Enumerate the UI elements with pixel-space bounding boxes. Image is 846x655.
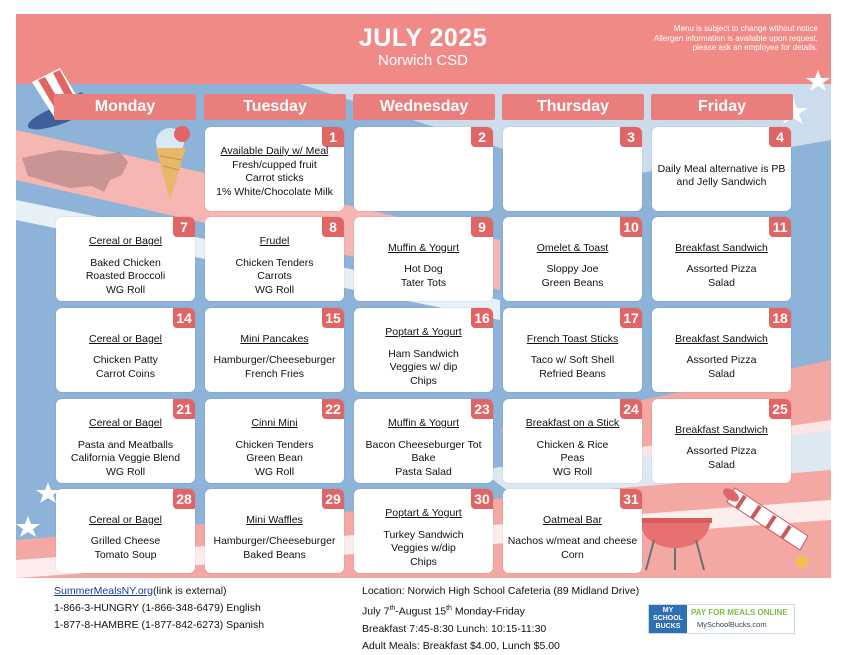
lunch-item: Chips xyxy=(410,374,437,387)
breakfast-item: Muffin & Yogurt xyxy=(387,417,460,429)
day-header-friday: Friday xyxy=(651,94,793,120)
menu-items xyxy=(358,143,489,209)
lunch-item: Chicken Tenders xyxy=(235,438,314,451)
day-number: 23 xyxy=(471,399,493,419)
lunch-item: Roasted Broccoli xyxy=(85,270,166,282)
menu-items xyxy=(60,505,191,571)
day-cell xyxy=(205,308,344,392)
breakfast-item: Poptart & Yogurt xyxy=(385,507,462,519)
adult-prices: Adult Meals: Breakfast $4.00, Lunch $5.00 xyxy=(362,639,560,652)
breakfast-item: Breakfast Sandwich xyxy=(675,332,768,345)
breakfast-item: Oatmeal Bar xyxy=(543,513,602,526)
day-cell xyxy=(56,308,195,392)
lunch-item: WG Roll xyxy=(254,465,295,478)
day-number: 29 xyxy=(322,489,344,509)
lunch-item: Tater Tots xyxy=(400,276,447,289)
menu-items xyxy=(656,233,787,299)
lunch-item: Corn xyxy=(561,548,584,561)
day-number: 2 xyxy=(471,127,493,147)
lunch-item: Assorted Pizza xyxy=(686,445,757,458)
day-number: 31 xyxy=(620,489,642,509)
breakfast-item: French Toast Sticks xyxy=(526,332,619,345)
lunch-item: Baked Chicken xyxy=(90,256,161,269)
day-number: 24 xyxy=(620,399,642,419)
menu-items xyxy=(209,415,340,481)
day-number: 10 xyxy=(620,217,642,237)
menu-items xyxy=(656,143,787,209)
menu-items xyxy=(209,324,340,390)
lunch-item: Pasta Salad xyxy=(395,465,452,478)
menu-items xyxy=(507,505,638,571)
day-number: 16 xyxy=(471,308,493,328)
lunch-item: Assorted Pizza xyxy=(686,354,757,367)
day-number: 8 xyxy=(322,217,344,237)
day-cell xyxy=(503,127,642,211)
day-cell xyxy=(56,489,195,573)
breakfast-item: Poptart & Yogurt xyxy=(385,326,462,338)
day-header-wednesday: Wednesday xyxy=(353,94,495,120)
footer-contacts xyxy=(54,583,264,634)
menu-items xyxy=(507,324,638,390)
lunch-item: Veggies w/dip xyxy=(391,542,456,554)
day-number: 30 xyxy=(471,489,493,509)
breakfast-item: Cinni Mini xyxy=(251,417,298,429)
breakfast-item: Breakfast Sandwich xyxy=(675,241,768,254)
menu-items xyxy=(60,324,191,390)
day-cell xyxy=(354,489,493,573)
menu-items xyxy=(507,143,638,209)
day-cell xyxy=(652,217,791,301)
lunch-item: Refried Beans xyxy=(539,367,606,380)
day-number: 14 xyxy=(173,308,195,328)
day-header-thursday: Thursday xyxy=(502,94,644,120)
lunch-item: Taco w/ Soft Shell xyxy=(530,354,615,367)
lunch-item: Hamburger/Cheeseburger xyxy=(213,354,336,367)
lunch-item: Assorted Pizza xyxy=(686,263,757,276)
lunch-item: Bacon Cheeseburger Tot Bake xyxy=(365,438,482,464)
phone-spanish: 1-877-8-HAMBRE (1-877-842-6273) Spanish xyxy=(54,619,265,631)
breakfast-item: Mini Pancakes xyxy=(240,332,309,345)
lunch-item: Salad xyxy=(708,276,735,289)
lunch-item: Carrots xyxy=(257,270,292,282)
lunch-item: 1% White/Chocolate Milk xyxy=(216,185,333,198)
breakfast-item: Frudel xyxy=(259,235,290,247)
breakfast-item: Cereal or Bagel xyxy=(89,332,162,345)
day-number: 21 xyxy=(173,399,195,419)
lunch-item: Chicken Tenders xyxy=(235,256,314,269)
breakfast-item: Breakfast on a Stick xyxy=(525,417,620,429)
menu-items xyxy=(209,233,340,299)
menu-items xyxy=(358,415,489,481)
lunch-item: Turkey Sandwich xyxy=(383,528,464,541)
page-title: JULY 2025 xyxy=(358,24,488,52)
dates: July 7th-August 15th Monday-Friday xyxy=(362,605,525,618)
breakfast-item: Cereal or Bagel xyxy=(89,417,162,429)
day-number: 22 xyxy=(322,399,344,419)
day-cell xyxy=(205,217,344,301)
day-cell xyxy=(205,489,344,573)
myschoolbucks-url: MySchoolBucks.com xyxy=(697,620,767,629)
lunch-item: Salad xyxy=(708,458,735,471)
day-cell xyxy=(56,399,195,483)
day-cell xyxy=(652,127,791,211)
day-cell xyxy=(205,399,344,483)
day-number: 11 xyxy=(769,217,791,237)
page-subtitle: Norwich CSD xyxy=(377,52,468,69)
menu-items xyxy=(60,415,191,481)
menu-items xyxy=(656,324,787,390)
menu-items xyxy=(60,233,191,299)
lunch-item: Green Beans xyxy=(541,276,604,289)
day-cell xyxy=(354,217,493,301)
breakfast-item: Muffin & Yogurt xyxy=(387,241,460,254)
lunch-item: WG Roll xyxy=(105,465,146,478)
menu-items xyxy=(358,324,489,390)
breakfast-item: Breakfast Sandwich xyxy=(675,423,768,436)
lunch-item: Carrot Coins xyxy=(96,367,155,380)
lunch-item: Chicken Patty xyxy=(93,354,158,367)
breakfast-item: Cereal or Bagel xyxy=(89,235,162,247)
day-number: 18 xyxy=(769,308,791,328)
day-cell xyxy=(503,399,642,483)
day-number: 9 xyxy=(471,217,493,237)
day-cell xyxy=(652,399,791,483)
menu-items xyxy=(209,143,340,209)
day-number: 7 xyxy=(173,217,195,237)
menu-items xyxy=(656,415,787,481)
phone-english: 1-866-3-HUNGRY (1-866-348-6479) English xyxy=(54,602,261,614)
lunch-item: Hot Dog xyxy=(404,263,443,276)
notice-line: Menu is subject to change without notice xyxy=(673,24,818,33)
menu-items xyxy=(209,505,340,571)
footer-info xyxy=(362,583,639,655)
day-cell xyxy=(354,308,493,392)
lunch-item: Pasta and Meatballs xyxy=(77,438,174,451)
notice-line: please ask an employee for details. xyxy=(692,43,818,52)
lunch-item: Ham Sandwich xyxy=(388,347,459,360)
lunch-item: Available Daily w/ Meal xyxy=(220,145,329,157)
day-cell xyxy=(652,308,791,392)
day-cell xyxy=(354,399,493,483)
lunch-item: French Fries xyxy=(245,367,304,380)
day-number: 28 xyxy=(173,489,195,509)
menu-items xyxy=(358,233,489,299)
lunch-item: Green Bean xyxy=(246,452,303,464)
summer-meals-link[interactable]: SummerMealsNY.org xyxy=(54,585,154,597)
lunch-item: Baked Beans xyxy=(243,548,306,561)
day-cell xyxy=(503,217,642,301)
lunch-item: Peas xyxy=(560,452,585,464)
day-number: 15 xyxy=(322,308,344,328)
menu-items xyxy=(507,233,638,299)
lunch-item: California Veggie Blend xyxy=(70,452,181,464)
menu-items xyxy=(358,505,489,571)
lunch-item: Chips xyxy=(410,555,437,568)
lunch-item: Hamburger/Cheeseburger xyxy=(213,535,336,548)
location: Location: Norwich High School Cafeteria (89 Midland Drive) xyxy=(362,585,640,597)
lunch-item: Fresh/cupped fruit xyxy=(232,158,317,171)
lunch-item: Carrot sticks xyxy=(245,172,304,184)
lunch-item: Sloppy Joe xyxy=(546,263,599,276)
myschoolbucks-logo: MY SCHOOL BUCKS xyxy=(649,605,687,633)
day-cell xyxy=(503,489,642,573)
menu-notice xyxy=(558,24,818,53)
day-number: 4 xyxy=(769,127,791,147)
day-cell xyxy=(56,217,195,301)
breakfast-item: Omelet & Toast xyxy=(536,241,609,254)
lunch-item: Tomato Soup xyxy=(94,548,157,561)
lunch-item: Chicken & Rice xyxy=(536,438,609,451)
meal-times: Breakfast 7:45-8:30 Lunch: 10:15-11:30 xyxy=(362,622,547,635)
day-number: 25 xyxy=(769,399,791,419)
day-number: 3 xyxy=(620,127,642,147)
breakfast-item: Cereal or Bagel xyxy=(89,513,162,526)
breakfast-item: Mini Waffles xyxy=(246,513,303,526)
lunch-item: Daily Meal alternative is PB and Jelly Sandwich xyxy=(657,162,786,188)
lunch-item: WG Roll xyxy=(552,465,593,478)
day-number: 17 xyxy=(620,308,642,328)
lunch-item: WG Roll xyxy=(105,283,146,296)
link-note: (link is external) xyxy=(153,585,227,597)
day-number: 1 xyxy=(322,127,344,147)
day-cell xyxy=(354,127,493,211)
pay-online-label: PAY FOR MEALS ONLINE xyxy=(691,608,788,617)
lunch-item: Salad xyxy=(708,367,735,380)
day-header-monday: Monday xyxy=(54,94,196,120)
menu-items xyxy=(507,415,638,481)
lunch-item: Grilled Cheese xyxy=(90,535,161,548)
lunch-item: Nachos w/meat and cheese xyxy=(507,535,638,548)
day-cell xyxy=(503,308,642,392)
lunch-item: WG Roll xyxy=(254,283,295,296)
notice-line: Allergen information is available upon request, xyxy=(653,33,818,43)
lunch-item: Veggies w/ dip xyxy=(389,361,458,373)
day-header-tuesday: Tuesday xyxy=(204,94,346,120)
day-cell xyxy=(205,127,344,211)
myschoolbucks-badge[interactable] xyxy=(648,604,795,634)
